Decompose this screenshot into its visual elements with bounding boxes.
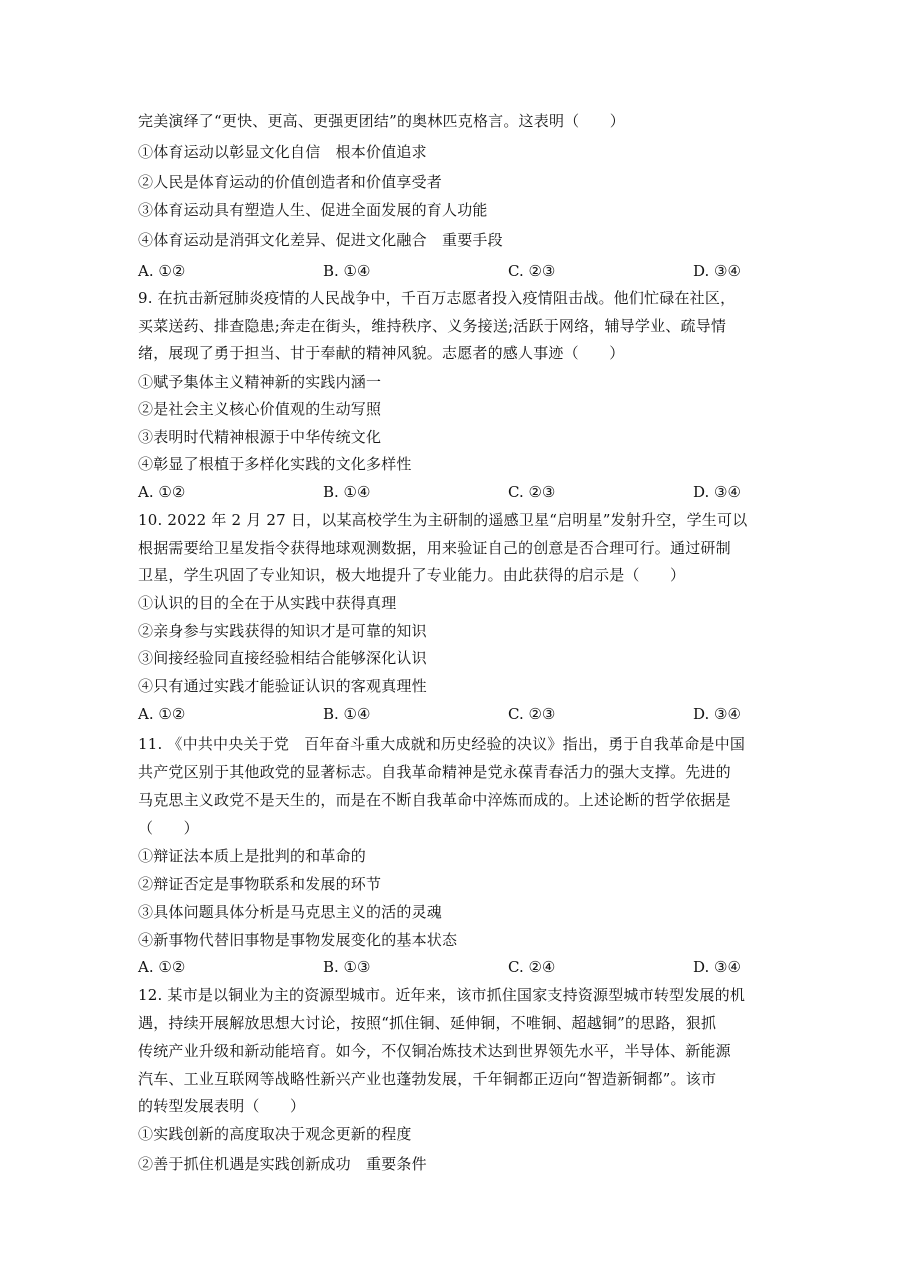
q8-option-d: D. ③④ [693, 262, 741, 280]
q11-statement-2: ②辩证否定是事物联系和发展的环节 [138, 875, 382, 893]
q10-stem-line-1: 10. 2022 年 2 月 27 日，以某高校学生为主研制的遥感卫星“启明星”发射升空，学生可以 [138, 511, 748, 529]
q8-statement-1: ①体育运动以彰显文化自信 根本价值追求 [138, 143, 427, 161]
q11-statement-3: ③具体问题具体分析是马克思主义的活的灵魂 [138, 903, 443, 921]
q11-option-a: A. ①② [138, 958, 186, 976]
q11-stem-line-3: 马克思主义政党不是天生的，而是在不断自我革命中淬炼而成的。上述论断的哲学依据是 [138, 791, 731, 809]
q11-stem-line-1: 11. 《中共中央关于党 百年奋斗重大成就和历史经验的决议》指出，勇于自我革命是中国 [138, 735, 746, 753]
q10-option-b: B. ①④ [323, 705, 371, 723]
q12-stem-line-3: 传统产业升级和新动能培育。如今，不仅铜冶炼技术达到世界领先水平，半导体、新能源 [138, 1042, 731, 1060]
q9-stem-line-1: 9. 在抗击新冠肺炎疫情的人民战争中，千百万志愿者投入疫情阻击战。他们忙碌在社区， [138, 289, 736, 307]
q12-stem-line-5: 的转型发展表明（ ） [138, 1097, 306, 1115]
q11-option-d: D. ③④ [693, 958, 741, 976]
q8-statement-4: ④体育运动是消弭文化差异、促进文化融合 重要手段 [138, 231, 503, 249]
q10-option-d: D. ③④ [693, 705, 741, 723]
q8-option-c: C. ②③ [508, 262, 556, 280]
q10-option-c: C. ②③ [508, 705, 556, 723]
q11-stem-line-2: 共产党区别于其他政党的显著标志。自我革命精神是党永葆青春活力的强大支撑。先进的 [138, 763, 731, 781]
q10-statement-3: ③间接经验同直接经验相结合能够深化认识 [138, 649, 427, 667]
q11-statement-1: ①辩证法本质上是批判的和革命的 [138, 847, 367, 865]
q12-stem-line-4: 汽车、工业互联网等战略性新兴产业也蓬勃发展，千年铜都正迈向“智造新铜都”。该市 [138, 1070, 717, 1088]
q9-option-d: D. ③④ [693, 483, 741, 501]
q10-option-a: A. ①② [138, 705, 186, 723]
q11-statement-4: ④新事物代替旧事物是事物发展变化的基本状态 [138, 931, 458, 949]
q9-statement-1: ①赋予集体主义精神新的实践内涵一 [138, 373, 382, 391]
q11-stem-line-4: （ ） [138, 819, 199, 837]
q12-stem-line-1: 12. 某市是以铜业为主的资源型城市。近年来，该市抓住国家支持资源型城市转型发展的机 [138, 986, 746, 1004]
q8-statement-2: ②人民是体育运动的价值创造者和价值享受者 [138, 173, 443, 191]
q8-option-b: B. ①④ [323, 262, 371, 280]
q8-option-a: A. ①② [138, 262, 186, 280]
q8-stem-line: 完美演绎了“更快、更高、更强更团结”的奥林匹克格言。这表明（ ） [138, 112, 625, 130]
q10-stem-line-3: 卫星，学生巩固了专业知识，极大地提升了专业能力。由此获得的启示是（ ） [138, 566, 686, 584]
q10-stem-line-2: 根据需要给卫星发指令获得地球观测数据，用来验证自己的创意是否合理可行。通过研制 [138, 539, 731, 557]
q10-statement-1: ①认识的目的全在于从实践中获得真理 [138, 594, 397, 612]
q9-option-a: A. ①② [138, 483, 186, 501]
q9-statement-4: ④彰显了根植于多样化实践的文化多样性 [138, 455, 412, 473]
q9-option-b: B. ①④ [323, 483, 371, 501]
q12-statement-1: ①实践创新的高度取决于观念更新的程度 [138, 1125, 412, 1143]
q8-statement-3: ③体育运动具有塑造人生、促进全面发展的育人功能 [138, 201, 488, 219]
q11-option-c: C. ②④ [508, 958, 556, 976]
q9-statement-2: ②是社会主义核心价值观的生动写照 [138, 400, 382, 418]
q9-option-c: C. ②③ [508, 483, 556, 501]
q12-statement-2: ②善于抓住机遇是实践创新成功 重要条件 [138, 1155, 427, 1173]
q9-statement-3: ③表明时代精神根源于中华传统文化 [138, 428, 382, 446]
q12-stem-line-2: 遇，持续开展解放思想大讨论，按照“抓住铜、延伸铜，不唯铜、超越铜”的思路，狠抓 [138, 1014, 717, 1032]
q11-option-b: B. ①③ [323, 958, 371, 976]
q9-stem-line-3: 绪，展现了勇于担当、甘于奉献的精神风貌。志愿者的感人事迹（ ） [138, 344, 625, 362]
q10-statement-2: ②亲身参与实践获得的知识才是可靠的知识 [138, 622, 427, 640]
q10-statement-4: ④只有通过实践才能验证认识的客观真理性 [138, 677, 427, 695]
q9-stem-line-2: 买菜送药、排查隐患;奔走在街头，维持秩序、义务接送;活跃于网络，辅导学业、疏导情 [138, 317, 727, 335]
